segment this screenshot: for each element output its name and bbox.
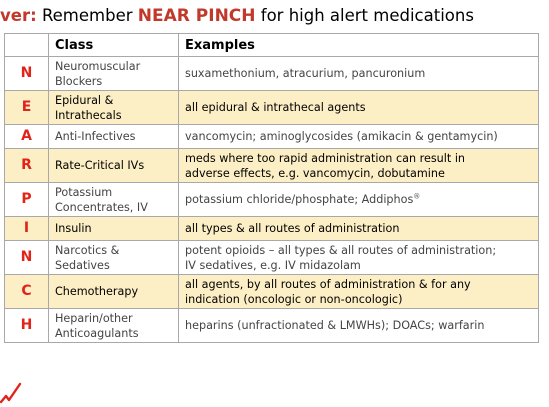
class-line-1: Epidural & <box>55 93 114 107</box>
row-class <box>49 125 179 149</box>
red-tick-mark-icon <box>0 380 22 407</box>
row-examples <box>179 241 539 275</box>
title-trail: for high alert medications <box>260 6 474 25</box>
mnemonic-text: NEAR PINCH <box>137 6 256 26</box>
table-header-row <box>5 34 539 57</box>
table-row <box>5 217 539 241</box>
row-letter: P <box>5 183 49 217</box>
header-class: Class <box>49 34 179 57</box>
examples-line-1: heparins (unfractionated & LMWHs); DOACs; warfarin <box>185 319 485 332</box>
row-class <box>49 309 179 343</box>
header-letter <box>5 34 49 57</box>
class-line-1: Anti-Infectives <box>55 130 136 143</box>
row-letter: C <box>5 275 49 309</box>
registered-mark: ® <box>413 192 421 201</box>
class-line-1: Narcotics & <box>55 243 120 257</box>
row-class <box>49 217 179 241</box>
examples-line-2: IV sedatives, e.g. IV midazolam <box>185 258 361 272</box>
row-examples <box>179 217 539 241</box>
examples-line-1: all epidural & intrathecal agents <box>185 101 366 114</box>
table-row <box>5 275 539 309</box>
table-row <box>5 241 539 275</box>
row-class <box>49 149 179 183</box>
row-examples <box>179 57 539 91</box>
class-line-2: Anticoagulants <box>55 326 139 340</box>
class-line-1: Heparin/other <box>55 311 133 325</box>
examples-line-1: potent opioids – all types & all routes of administration; <box>185 243 497 257</box>
slide-title <box>0 2 474 30</box>
table-row <box>5 149 539 183</box>
title-lead: Remember <box>41 6 133 25</box>
row-examples <box>179 125 539 149</box>
class-line-2: Sedatives <box>55 258 110 272</box>
class-line-1: Chemotherapy <box>55 285 139 298</box>
row-letter: A <box>5 125 49 149</box>
row-class <box>49 91 179 125</box>
class-line-1: Potassium <box>55 185 113 199</box>
examples-line-2: adverse effects, e.g. vancomycin, dobutamine <box>185 166 445 180</box>
class-line-2: Concentrates, IV <box>55 200 148 214</box>
table-row <box>5 57 539 91</box>
row-class <box>49 275 179 309</box>
title-prefix: ver: <box>0 6 37 25</box>
row-class <box>49 241 179 275</box>
class-line-2: Blockers <box>55 74 103 88</box>
table-row <box>5 91 539 125</box>
row-letter: R <box>5 149 49 183</box>
examples-line-1: potassium chloride/phosphate; Addiphos <box>185 193 414 206</box>
row-examples <box>179 91 539 125</box>
examples-line-1: vancomycin; aminoglycosides (amikacin & gentamycin) <box>185 130 498 143</box>
row-examples <box>179 309 539 343</box>
row-examples <box>179 183 539 217</box>
row-class <box>49 57 179 91</box>
class-line-2: Intrathecals <box>55 108 122 122</box>
class-line-1: Rate-Critical IVs <box>55 159 145 172</box>
examples-line-1: suxamethonium, atracurium, pancuronium <box>185 67 426 80</box>
row-letter: I <box>5 217 49 241</box>
row-letter: E <box>5 91 49 125</box>
table-row <box>5 183 539 217</box>
examples-line-1: all types & all routes of administration <box>185 222 400 235</box>
class-line-1: Neuromuscular <box>55 59 141 73</box>
high-alert-medications-table <box>4 33 539 343</box>
table-row <box>5 309 539 343</box>
table-row <box>5 125 539 149</box>
examples-line-1: meds where too rapid administration can result in <box>185 151 466 165</box>
row-examples <box>179 275 539 309</box>
row-class <box>49 183 179 217</box>
row-letter: N <box>5 57 49 91</box>
class-line-1: Insulin <box>55 222 92 235</box>
examples-line-1: all agents, by all routes of administration & for any <box>185 277 471 291</box>
header-examples: Examples <box>179 34 539 57</box>
examples-line-2: indication (oncologic or non-oncologic) <box>185 292 403 306</box>
row-letter: N <box>5 241 49 275</box>
row-letter: H <box>5 309 49 343</box>
row-examples <box>179 149 539 183</box>
